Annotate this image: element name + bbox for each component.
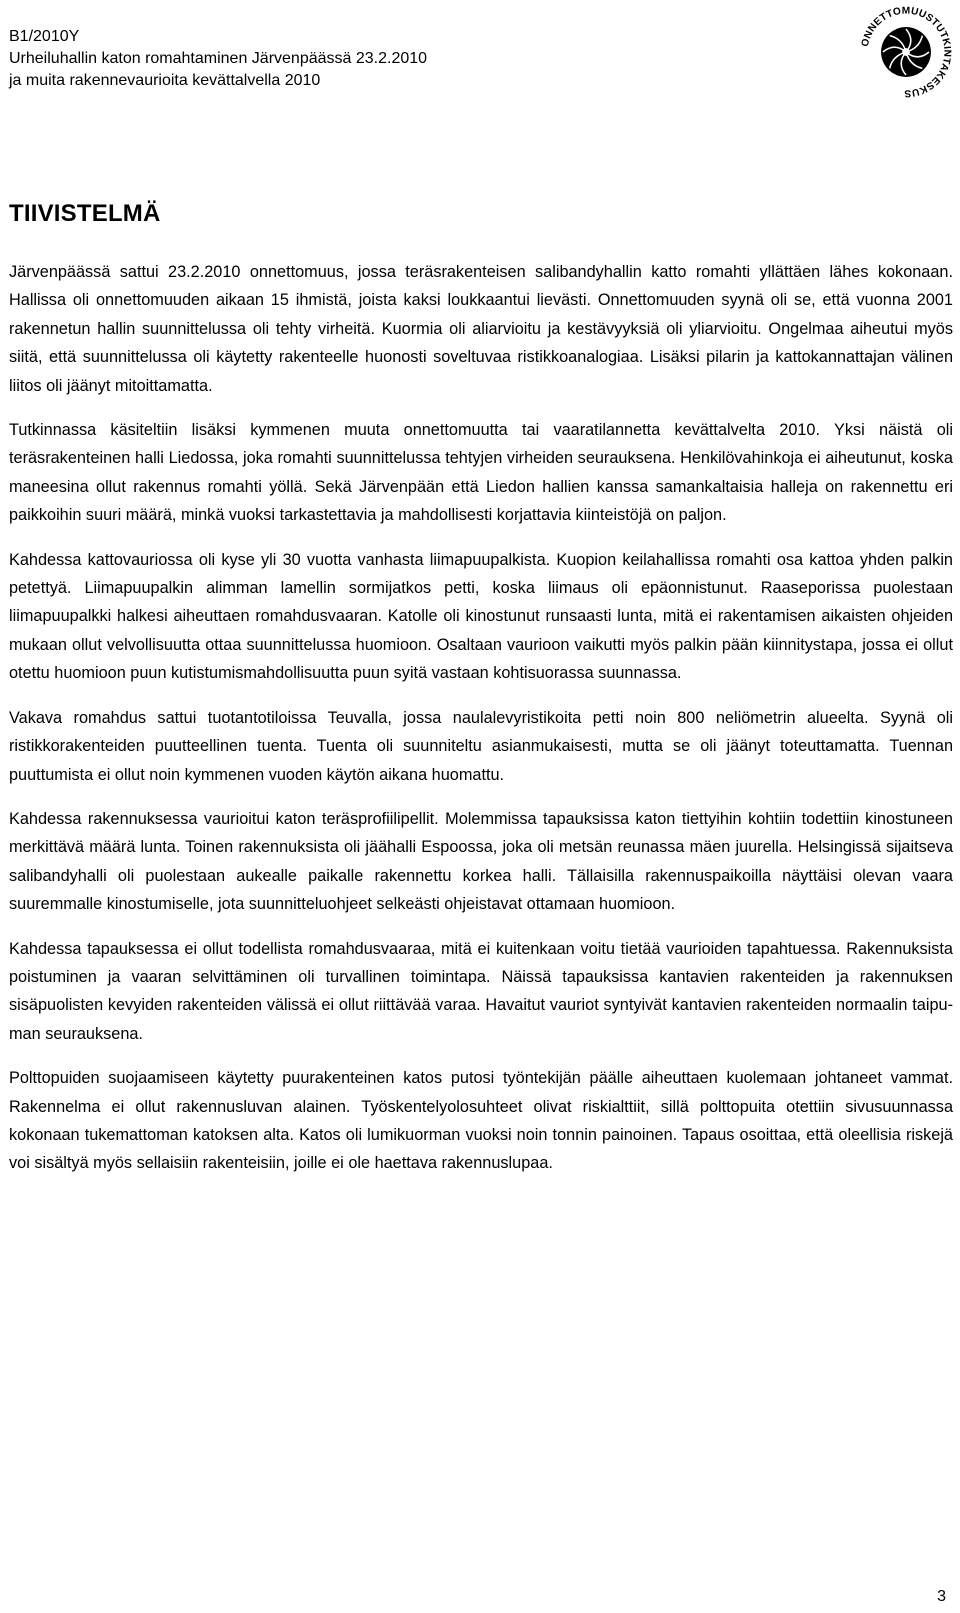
paragraph: Kahdessa tapauksessa ei ollut todellista romahdusvaaraa, mitä ei kuitenkaan voitu tietää vaurioiden tapahtuessa. Rakennuksista poistuminen ja vaaran selvittäminen oli turvallinen toimintapa. Näissä tapauksissa kantavien rakenteiden ja rakennuksen sisäpuolisten kevyiden rakenteiden välissä ei ollut riittävää varaa. Havaitut vauriot syntyivät kantavien rakenteiden normaalin taipuman seurauksena. <box>9 939 953 1043</box>
svg-text:ONNETTOMUUSTUTKINTAKESKUS: ONNETTOMUUSTUTKINTAKESKUS <box>859 5 953 99</box>
paragraph: Järvenpäässä sattui 23.2.2010 onnettomuus, jossa teräsrakenteisen salibandyhallin katto romahti yllättäen lähes kokonaan. Hallissa oli onnettomuuden aikaan 15 ihmistä, joista kaksi loukkaantui lievästi. Onnettomuuden syynä oli se, että vuonna 2001 rakennetun hallin suunnittelussa oli tehty virheitä. Kuormia oli aliarvioitu ja kestävyyksiä oli yliarvioitu. Ongelmaa aiheutui myös siitä, että suunnittelussa oli käytetty rakenteelle huonosti soveltuvaa ristikkoanalogiaa. Lisäksi pilarin ja kattokannattajan välinen liitos oli jäänyt mitoittamatta. <box>9 263 953 395</box>
report-code: B1/2010Y <box>9 28 80 45</box>
logo-swirl-icon <box>881 27 931 77</box>
paragraph: Tutkinnassa käsiteltiin lisäksi kymmenen muuta onnettomuutta tai vaaratilannetta kevättalvelta 2010. Yksi näistä oli teräsrakenteinen halli Liedossa, joka romahti suunnittelussa tehtyjen virheiden seurauksena. Henkilövahinkoja ei aiheutunut, koska maneesina ollut rakennus romahti yöllä. Sekä Järvenpään että Liedon hallien kanssa samankaltaisia halleja on rakennettu eri paikkoihin suuri määrä, minkä vuoksi tarkastettavia ja mahdollisesti korjattavia kiinteistöjä on paljon. <box>9 421 953 525</box>
onnettomuustutkintakeskus-logo <box>858 4 954 100</box>
section-title: TIIVISTELMÄ <box>9 200 161 227</box>
paragraph: Kahdessa kattovauriossa oli kyse yli 30 vuotta vanhasta liimapuupalkista. Kuopion keilahallissa romahti osa kattoa yhden palkin petettyä. Liimapuupalkin alimman lamellin sormijatkos petti, koska liimaus oli epäonnistunut. Raaseporissa puolestaan liimapuupalkki halkesi aiheuttaen romahdusvaaran. Katolle oli kinostunut runsaasti lunta, mitä ei rakentamisen aikaisten ohjeiden mukaan ollut velvollisuutta ottaa suunnittelussa huomioon. Osaltaan vaurioon vaikutti myös palkin pään kiinnitystapa, jossa ei ollut otettu huomioon puun kutistumismahdollisuutta puun syitä vastaan kohtisuorassa suunnassa. <box>9 550 953 683</box>
paragraph: Polttopuiden suojaamiseen käytetty puurakenteinen katos putosi työntekijän päälle aiheuttaen kuolemaan johtaneet vammat. Rakennelma ei ollut rakennusluvan alainen. Työskentelyolosuhteet olivat riskialttiit, sillä polttopuita otettiin sivusuunnassa kokonaan tukemattoman katoksen alta. Katos oli lumikuorman vuoksi noin tonnin painoinen. Tapaus osoittaa, että oleellisia riskejä voi sisältyä myös sellaisiin rakenteisiin, joille ei ole haettava rakennuslupaa. <box>9 1069 953 1173</box>
paragraph: Kahdessa rakennuksessa vaurioitui katon teräsprofiilipellit. Molemmissa tapauksissa katon tiettyihin kohtiin todettiin kinostuneen merkittävä määrä lunta. Toinen rakennuksista oli jäähalli Espoossa, joka oli metsän reunassa mäen juurella. Helsingissä sijaitseva salibandyhalli oli puolestaan aukealle paikalle rakennettu korkea halli. Tällaisilla rakennuspaikoilla näyttäisi olevan vaara suuremmalle kinostumiselle, jota suunnitteluohjeet selkeästi ohjeistavat ottamaan huomioon. <box>9 809 953 914</box>
document-header <box>9 26 427 92</box>
page-number: 3 <box>937 1588 946 1605</box>
report-title-line-2: ja muita rakennevaurioita kevättalvella 2010 <box>9 72 321 89</box>
summary-body <box>9 258 953 1194</box>
paragraph: Vakava romahdus sattui tuotantotiloissa Teuvalla, jossa naulalevyristikoita petti noin 800 neliömetrin alueelta. Syynä oli ristikkorakenteiden puutteellinen tuenta. Tuenta oli suunniteltu asianmukaisesti, mutta se oli jäänyt toteuttamatta. Tuennan puuttumista ei ollut noin kymmenen vuoden käytön aikana huomattu. <box>9 708 953 784</box>
report-title-line-1: Urheiluhallin katon romahtaminen Järvenpäässä 23.2.2010 <box>9 50 428 67</box>
